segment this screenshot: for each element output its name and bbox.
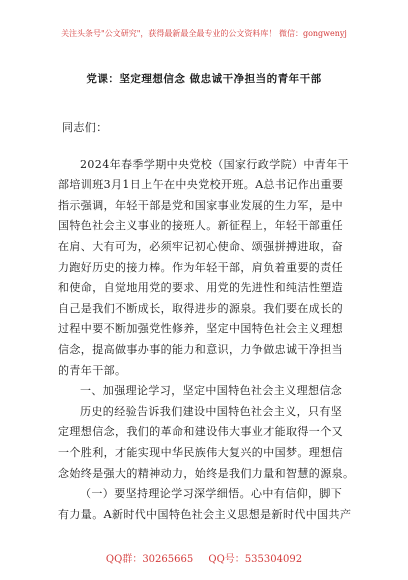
- paragraph-line: 力跑好历史的接力棒。作为年轻干部，肩负着重要的责任: [58, 260, 343, 274]
- paragraph-line: 一个胜利，才能实现中华民族伟大复兴的中国梦。理想信: [58, 445, 343, 459]
- paragraph-line: 和使命，自觉地用党的要求、用党的先进性和纯洁性塑造: [58, 281, 343, 295]
- paragraph-line: 部培训班3月1日上午在中央党校开班。A总书记作出重要: [58, 178, 344, 192]
- paragraph-line: 的青年干部。: [58, 363, 127, 377]
- document-body: [58, 118, 370, 525]
- paragraph-line: 有力量。A新时代中国特色社会主义思想是新时代中国共产: [58, 507, 352, 521]
- contact-footer: [0, 550, 408, 565]
- paragraph-line: 信念，提高做事办事的能力和意识，力争做忠诚干净担当: [58, 342, 343, 356]
- document-title: 党课：坚定理想信念 做忠诚干净担当的青年干部: [86, 73, 322, 85]
- section-heading: 一、加强理论学习，坚定中国特色社会主义理想信念: [80, 384, 343, 398]
- paragraph-line: 自己是我们不断成长，取得进步的源泉。我们要在成长的: [58, 301, 343, 315]
- paragraph-line: 历史的经验告诉我们建设中国特色社会主义，只有坚: [80, 404, 343, 418]
- qq-group-text: QQ群：30265665: [105, 554, 194, 565]
- paragraph-line: 2024年春季学期中央党校（国家行政学院）中青年干: [80, 157, 349, 171]
- qq-number-text: QQ号：535304092: [208, 554, 303, 565]
- promo-header: 关注头条号"公文研究"，获得最新最全最专业的公文资料库！ 微信：gongwenyj: [61, 29, 347, 38]
- paragraph-line: 国特色社会主义事业的接班人。新征程上，年轻干部重任: [58, 219, 343, 233]
- paragraph-line: 在肩、大有可为，必须牢记初心使命、颂强拼搏进取，奋: [58, 239, 343, 253]
- paragraph-line: 念始终是强大的精神动力，始终是我们力量和智慧的源泉。: [58, 466, 355, 480]
- subsection-heading: （一）要坚持理论学习深学细悟。心中有信仰，脚下: [80, 487, 343, 501]
- paragraph-line: 过程中要不断加强党性修养，坚定中国特色社会主义理想: [58, 322, 343, 336]
- paragraph-line: 指示强调，年轻干部是党和国家事业发展的生力军，是中: [58, 198, 343, 212]
- paragraph-line: 定理想信念，我们的革命和建设伟大事业才能取得一个又: [58, 425, 343, 439]
- salutation: 同志们：: [62, 121, 108, 134]
